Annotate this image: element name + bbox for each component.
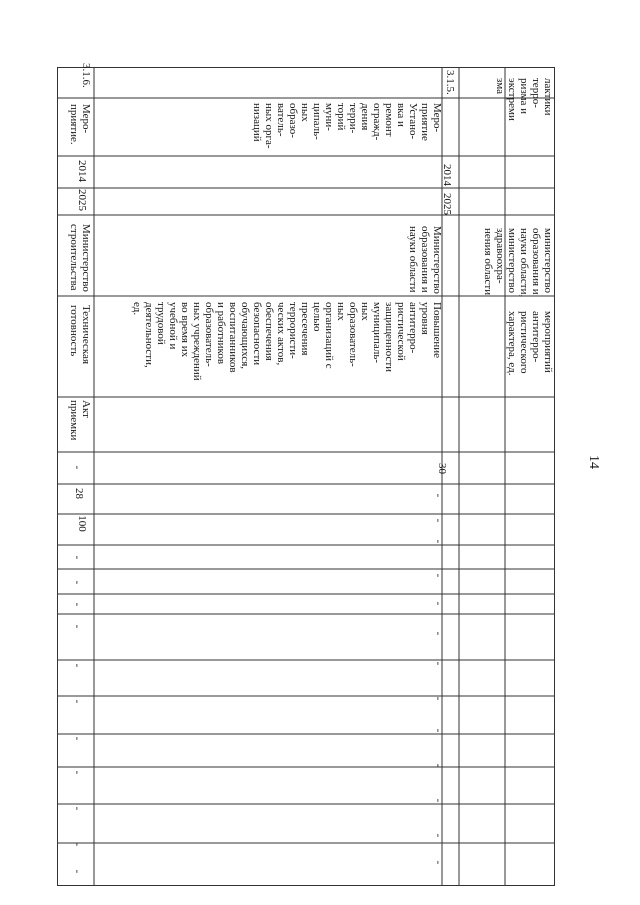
row-316-value-7: -	[71, 624, 84, 629]
row-316-executor: Министерство строительства	[68, 224, 92, 292]
row-316-value-4: -	[71, 555, 84, 560]
row-316-value-1: -	[71, 465, 84, 470]
row-316-year-end: 2025	[76, 189, 88, 211]
page-number: 14	[586, 455, 601, 469]
row-315-value-13: -	[432, 833, 445, 838]
row-315-value-14: -	[432, 860, 445, 865]
row-315-value-4: -	[432, 539, 445, 544]
row-315-number: 3.1.5.	[444, 70, 456, 95]
row-315-value-5: -	[432, 573, 445, 578]
row-316-value-13: -	[71, 842, 84, 847]
row-316-value-9: -	[71, 699, 84, 704]
prev-row-executor: министерство образования и науки области, министерство здравоохра- нения области	[482, 228, 554, 298]
row-315-year-start: 2014	[441, 164, 453, 186]
row-316-value-3: 100	[75, 515, 88, 532]
row-316-name: Меро- приятие.	[68, 104, 92, 145]
row-316-value-6: -	[71, 602, 84, 607]
row-315-year-end: 2025	[441, 193, 453, 215]
row-316-value-2: 28	[73, 488, 85, 499]
row-316-document: Акт приемки	[68, 400, 92, 441]
row-316-result: Техническая готовность	[68, 305, 92, 365]
row-316-value-11: -	[71, 770, 84, 775]
row-316-value-8: -	[71, 663, 84, 668]
row-315-name: Меро- приятие Устано- вка и ремонт огражд- дения терри- торий муни- ципаль- ных образо- ватель- ных орга- низаций	[251, 103, 443, 149]
prev-row-name: лактики терро- ризма и экстреми зма	[494, 78, 554, 121]
row-316-value-14: -	[71, 869, 84, 874]
row-315-executor: Министерство образования и науки области	[407, 226, 443, 294]
row-315-value-11: -	[432, 763, 445, 768]
row-316-value-5: -	[71, 580, 84, 585]
row-315-value-2: -	[432, 493, 445, 498]
row-315-value-10: -	[432, 728, 445, 733]
row-315-value-7: -	[432, 631, 445, 636]
row-315-value-8: -	[432, 661, 445, 666]
row-316-value-10: -	[71, 736, 84, 741]
row-315-value-1: 30	[436, 463, 448, 474]
row-316-number: 3.1.6.	[80, 63, 92, 88]
table-grid	[57, 67, 555, 886]
row-316-year-start: 2014	[76, 160, 88, 182]
row-315-value-6: -	[432, 601, 445, 606]
prev-row-result: мероприятий антитерро- ристического характера, ед.	[506, 311, 554, 376]
row-315-value-12: -	[432, 798, 445, 803]
row-315-result: Повышение уровня антитерро- ристической защищенности муниципаль- ных образователь- ных организаций с целью пресечения террористи- ческих актов, обеспечения безопасности обучающихся, воспитанников и работников образователь- ных учреждений во время их учебной и трудовой деятельности, ед.	[131, 302, 443, 381]
row-315-value-3: -	[432, 518, 445, 523]
row-315-value-9: -	[432, 696, 445, 701]
row-316-value-12: -	[71, 806, 84, 811]
